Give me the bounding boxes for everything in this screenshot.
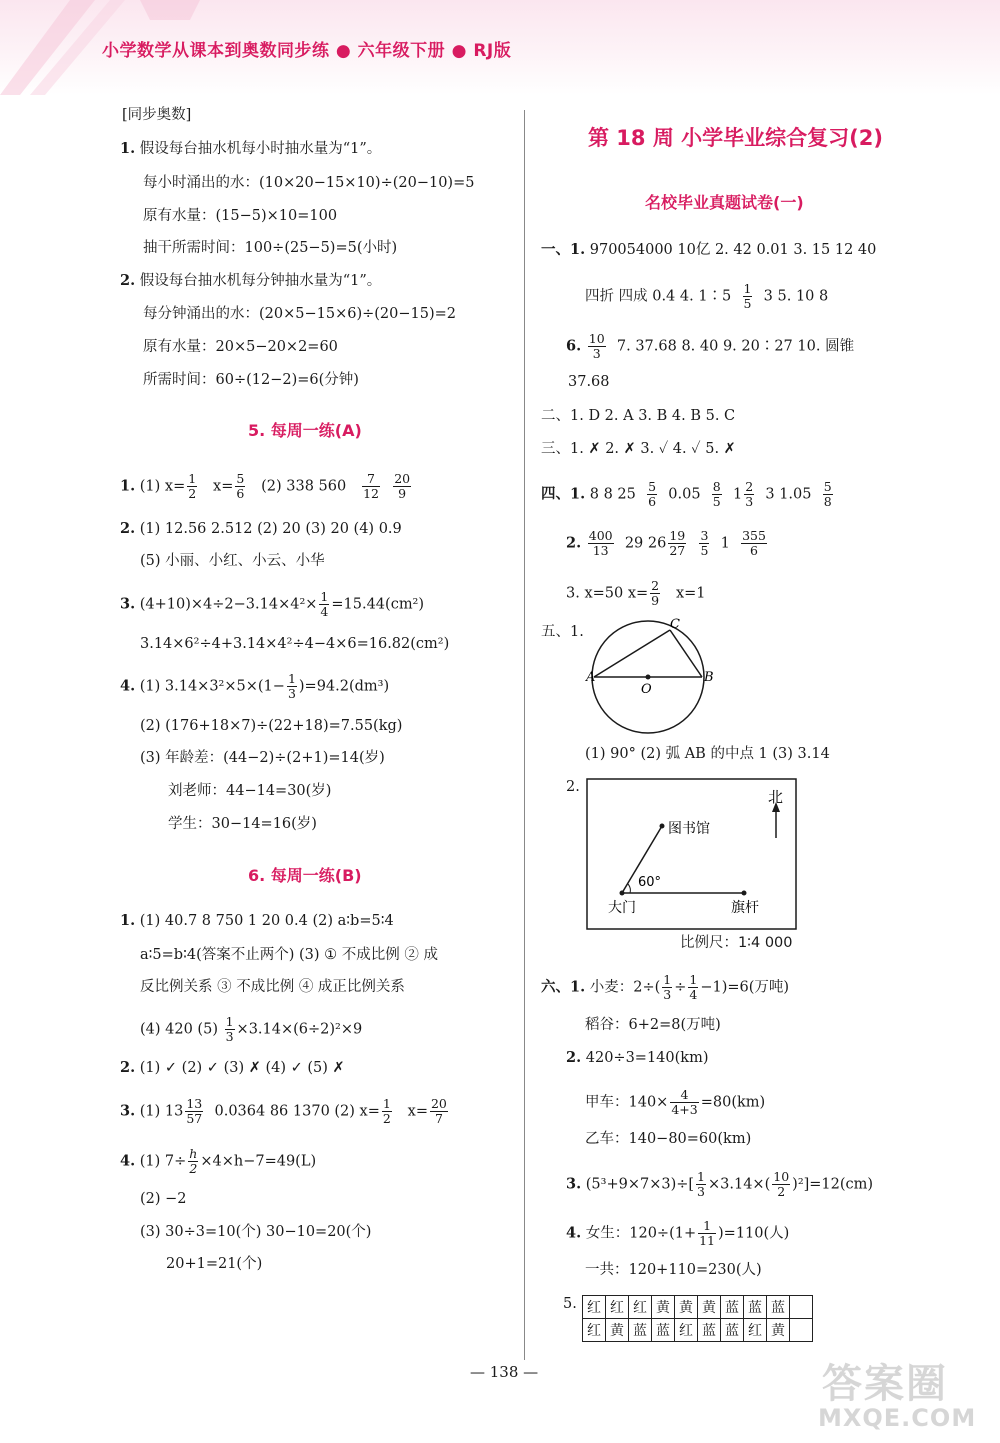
a4: [120, 672, 389, 701]
a1-part-a: (1) x=: [139, 478, 186, 495]
column-divider: [524, 110, 525, 1360]
s6-line6: [566, 1170, 873, 1199]
a1-part-c: (2) 338 560: [261, 478, 347, 495]
fraction: $\frac{3}{5}$: [700, 528, 709, 558]
q-number: 1.: [120, 477, 136, 495]
q-number: 2.: [120, 1059, 136, 1076]
q1-line3: 抽干所需时间：100÷(25−5)=5(小时): [143, 240, 398, 256]
s6-line4a: 甲车：140×: [585, 1094, 669, 1111]
b4-line2: (2) −2: [140, 1191, 187, 1207]
fraction: $\frac{10}{3}$: [588, 331, 605, 361]
q-number: 3.: [566, 1175, 582, 1193]
paper-title: 名校毕业真题试卷(一): [645, 193, 804, 212]
b4: [120, 1147, 316, 1176]
s6-line6a: (5³+9×7×3)÷[: [585, 1176, 695, 1193]
color-grid-row-1: [583, 1296, 813, 1319]
map-scale: 比例尺：1∶4 000: [680, 935, 793, 951]
fraction: $\frac{20}{7}$: [430, 1096, 447, 1126]
s1-line3: [566, 332, 854, 361]
grid-cell: [790, 1319, 813, 1342]
q-number: 6.: [566, 337, 582, 355]
s6-line7: [566, 1219, 789, 1248]
q2-line2: 原有水量：20×5−20×2=60: [143, 339, 338, 355]
label-a: A: [586, 670, 596, 685]
fraction: $\frac{1}{3}$: [287, 671, 296, 701]
fraction: $\frac{355}{6}$: [742, 528, 766, 558]
a1: [120, 472, 413, 501]
a4-line1b: )=94.2(dm³): [298, 678, 390, 695]
s6-line3-text: 420÷3=140(km): [585, 1050, 709, 1066]
s6-line2: 稻谷：6+2=8(万吨): [585, 1017, 721, 1033]
fraction: $\frac{2}{9}$: [651, 578, 660, 608]
flagpole-label: 旗杆: [731, 900, 759, 916]
circle-diagram: [582, 617, 727, 747]
b3-part-c: x=: [407, 1103, 428, 1120]
fraction: $\frac{1}{3}$: [225, 1014, 234, 1044]
section-title-a: 5. 每周一练(A): [248, 421, 362, 440]
b2: [120, 1058, 345, 1078]
fraction: $\frac{1}{2}$: [188, 471, 197, 501]
b2-line: (1) ✓ (2) ✓ (3) ✗ (4) ✓ (5) ✗: [139, 1060, 345, 1076]
grid-cell: 黄: [767, 1319, 790, 1342]
s6-line1: 六、1. 小麦：2÷( $\frac{1}{3}$ ÷ $\frac{1}{4}$ −1)=6(万吨): [541, 972, 790, 1002]
grid-cell: 蓝: [698, 1319, 721, 1342]
q-number: 1.: [120, 912, 136, 929]
s4-line1c: 1: [732, 486, 743, 503]
a4-line3: (3) 年龄差：(44−2)÷(2+1)=14(岁): [140, 750, 385, 766]
color-grid-row-2: [583, 1319, 813, 1342]
grid-cell: 红: [629, 1296, 652, 1319]
fraction: $\frac{2}{3}$: [745, 479, 754, 509]
fraction: $\frac{h}{2}$: [189, 1146, 198, 1176]
tongbu-label: [同步奥数]: [122, 107, 192, 123]
q2-line3: 所需时间：60÷(12−2)=6(分钟): [143, 372, 359, 388]
watermark-logo: 答案圈: [822, 1361, 948, 1407]
grid-cell: 蓝: [744, 1296, 767, 1319]
a2-line2: (5) 小丽、小红、小云、小华: [140, 553, 325, 569]
b4-line1b: ×4×h−7=49(L): [200, 1153, 317, 1170]
s4-line1: [541, 480, 835, 509]
s6-line7b: )=110(人): [718, 1225, 790, 1242]
s6-line3: [566, 1048, 708, 1068]
s3-line: 三、1. ✗ 2. ✗ 3. ✓ 4. ✓ 5. ✗: [541, 441, 736, 457]
b4-line1a: (1) 7÷: [139, 1153, 187, 1170]
s5-caption: (1) 90° (2) 弧 AB 的中点 1 (3) 3.14: [585, 746, 830, 762]
s4-line1a: 8 8 25: [589, 486, 636, 503]
grid-cell: 黄: [652, 1296, 675, 1319]
fraction: $\frac{1}{2}$: [382, 1096, 391, 1126]
fraction: $\frac{1}{4}$: [689, 972, 698, 1002]
s2-line: 二、1. D 2. A 3. B 4. B 5. C: [541, 408, 736, 424]
a4-line1a: (1) 3.14×3²×5×(1−: [139, 678, 285, 695]
page-number: — 138 —: [470, 1363, 539, 1381]
fraction: $\frac{20}{9}$: [394, 471, 411, 501]
s6-line4: [585, 1088, 765, 1117]
fraction: $\frac{1}{11}$: [699, 1218, 716, 1248]
b1-line1: (1) 40.7 8 750 1 20 0.4 (2) a∶b=5∶4: [139, 913, 394, 929]
label-o: O: [641, 682, 652, 697]
angle-arc: [628, 884, 630, 893]
grid-cell: 蓝: [721, 1296, 744, 1319]
fraction: $\frac{19}{27}$: [669, 528, 686, 558]
s6-line4b: =80(km): [700, 1094, 766, 1111]
grid-cell: 红: [606, 1296, 629, 1319]
grid-cell: 蓝: [652, 1319, 675, 1342]
b4-line3: (3) 30÷3=10(个) 30−10=20(个): [140, 1224, 372, 1240]
q-number: 一、1.: [541, 241, 586, 258]
fraction: $\frac{10}{2}$: [773, 1169, 790, 1199]
grid-cell: 黄: [698, 1296, 721, 1319]
q-number: 2.: [566, 534, 582, 552]
a3: [120, 590, 424, 619]
q-number: 六、1.: [541, 978, 586, 996]
q1: [120, 139, 381, 159]
gate-point: [620, 891, 625, 896]
header-title: 小学数学从课本到奥数同步练 ● 六年级下册 ● RJ版: [102, 41, 512, 61]
s6-line7a: 女生：120÷(1+: [585, 1225, 697, 1242]
q-number: 4.: [120, 677, 136, 695]
fraction: $\frac{8}{5}$: [712, 479, 721, 509]
fraction: $\frac{5}{8}$: [823, 479, 832, 509]
grid-cell: 蓝: [721, 1319, 744, 1342]
q-number: 4.: [566, 1224, 582, 1242]
q-number: 2.: [120, 520, 136, 537]
q1-line1: 每小时涌出的水：(10×20−15×10)÷(20−10)=5: [143, 175, 475, 191]
s1-line2: [585, 282, 828, 311]
s4-line3a: 3. x=50 x=: [566, 585, 649, 602]
s6-line1b: −1)=6(万吨): [700, 979, 790, 996]
fraction: $\frac{1}{4}$: [320, 589, 329, 619]
b1-line4b: ×3.14×(6÷2)²×9: [236, 1021, 363, 1038]
a4-line4: 刘老师：44−14=30(岁): [168, 783, 332, 799]
watermark-url: MXQE.COM: [818, 1404, 977, 1432]
q-number: 1.: [120, 140, 136, 157]
s6-line6b: ×3.14×(: [708, 1176, 771, 1193]
s5-label: 五、1.: [541, 624, 584, 640]
fraction: $\frac{1}{3}$: [663, 972, 672, 1002]
q-number: 2.: [566, 1049, 582, 1066]
q2: [120, 271, 381, 291]
flagpole-point: [742, 891, 747, 896]
a4-line2: (2) (176+18×7)÷(22+18)=7.55(kg): [140, 718, 403, 734]
grid-cell: 黄: [675, 1296, 698, 1319]
s4-line1b: 0.05: [668, 486, 701, 503]
s6-line1a: 小麦：2÷(: [589, 979, 661, 996]
q-number: 3.: [120, 595, 136, 613]
grid-cell: 蓝: [767, 1296, 790, 1319]
s6-5-label: 5.: [563, 1296, 577, 1312]
grid-cell: 红: [583, 1296, 606, 1319]
fraction: $\frac{1}{3}$: [697, 1169, 705, 1199]
s5-2-label: 2.: [566, 779, 580, 795]
gate-label: 大门: [608, 900, 636, 916]
fraction: $\frac{5}{6}$: [648, 479, 657, 509]
s1-line3a: 7. 37.68 8. 40 9. 20∶27 10. 圆锥: [616, 338, 855, 355]
s4-line2b: 1: [720, 535, 730, 552]
s6-line5: 乙车：140−80=60(km): [585, 1131, 752, 1147]
b3: [120, 1097, 450, 1126]
b1-line3: 反比例关系 ③ 不成比例 ④ 成正比例关系: [140, 979, 405, 995]
label-b: B: [704, 670, 714, 685]
angle-label: 60°: [638, 875, 662, 890]
fraction: $\frac{13}{57}$: [186, 1096, 203, 1126]
fraction: $\frac{4}{4+3}$: [671, 1087, 698, 1117]
library-label: 图书馆: [668, 821, 710, 837]
s4-line2a: 29 26: [624, 535, 667, 552]
chord-ac: [594, 630, 670, 677]
fraction: $\frac{5}{6}$: [236, 471, 245, 501]
label-c: C: [670, 617, 680, 632]
q-number: 3.: [120, 1102, 136, 1120]
s1-line1-text: 970054000 10亿 2. 42 0.01 3. 15 12 40: [589, 242, 877, 258]
grid-cell: 蓝: [629, 1319, 652, 1342]
s4-line2: [566, 529, 769, 558]
a3-line2: 3.14×6²÷4+3.14×4²÷4−4×6=16.82(cm²): [140, 636, 450, 652]
q2-line1: 每分钟涌出的水：(20×5−15×6)÷(20−15)=2: [143, 306, 457, 322]
b3-part-a: (1) 13: [139, 1103, 184, 1120]
library-point: [660, 824, 665, 829]
b1-line4: [140, 1015, 362, 1044]
q1-line2: 原有水量：(15−5)×10=100: [143, 208, 338, 224]
b1-line2: a∶5=b∶4(答案不止两个) (3) ① 不成比例 ② 成: [140, 947, 438, 963]
b1-line4a: (4) 420 (5): [140, 1021, 218, 1038]
b4-line4: 20+1=21(个): [166, 1256, 263, 1272]
s6-line8: 一共：120+110=230(人): [585, 1262, 762, 1278]
s4-line3: [566, 579, 706, 608]
q1-intro: 假设每台抽水机每小时抽水量为“1”。: [139, 141, 382, 157]
center-point: [646, 675, 651, 680]
north-label: 北: [768, 788, 784, 806]
grid-cell: [790, 1296, 813, 1319]
a4-line5: 学生：30−14=16(岁): [168, 816, 317, 832]
s1-line2a: 四折 四成 0.4 4. 1∶5: [585, 288, 732, 305]
s4-line3b: x=1: [675, 585, 706, 602]
q-number: 2.: [120, 272, 136, 289]
a3-line1b: =15.44(cm²): [331, 596, 425, 613]
q-number: 四、1.: [541, 485, 586, 503]
grid-cell: 黄: [606, 1319, 629, 1342]
a2: [120, 519, 402, 539]
map-diagram: [586, 778, 798, 931]
fraction: $\frac{400}{13}$: [588, 528, 613, 558]
chord-cb: [670, 630, 702, 677]
grid-cell: 红: [744, 1319, 767, 1342]
grid-cell: 红: [583, 1319, 606, 1342]
week-title: 第 18 周 小学毕业综合复习(2): [588, 126, 883, 150]
a1-part-b: x=: [213, 478, 234, 495]
color-grid: [582, 1295, 813, 1342]
s1-line2b: 3 5. 10 8: [763, 288, 829, 305]
grid-cell: 红: [675, 1319, 698, 1342]
s6-line6c: )²]=12(cm): [792, 1176, 874, 1193]
fraction: $\frac{7}{12}$: [363, 471, 379, 501]
b1: [120, 911, 394, 931]
a2-line1: (1) 12.56 2.512 (2) 20 (3) 20 (4) 0.9: [139, 521, 402, 537]
fraction: $\frac{1}{5}$: [743, 281, 752, 311]
q2-intro: 假设每台抽水机每分钟抽水量为“1”。: [139, 273, 382, 289]
s1-line4: 37.68: [568, 374, 610, 390]
a3-line1a: (4+10)×4÷2−3.14×4²×: [139, 596, 318, 613]
s1-line1: [541, 240, 876, 260]
q-number: 4.: [120, 1152, 136, 1170]
b3-part-b: 0.0364 86 1370 (2) x=: [214, 1103, 380, 1120]
section-title-b: 6. 每周一练(B): [248, 866, 362, 885]
s4-line1d: 3 1.05: [765, 486, 812, 503]
